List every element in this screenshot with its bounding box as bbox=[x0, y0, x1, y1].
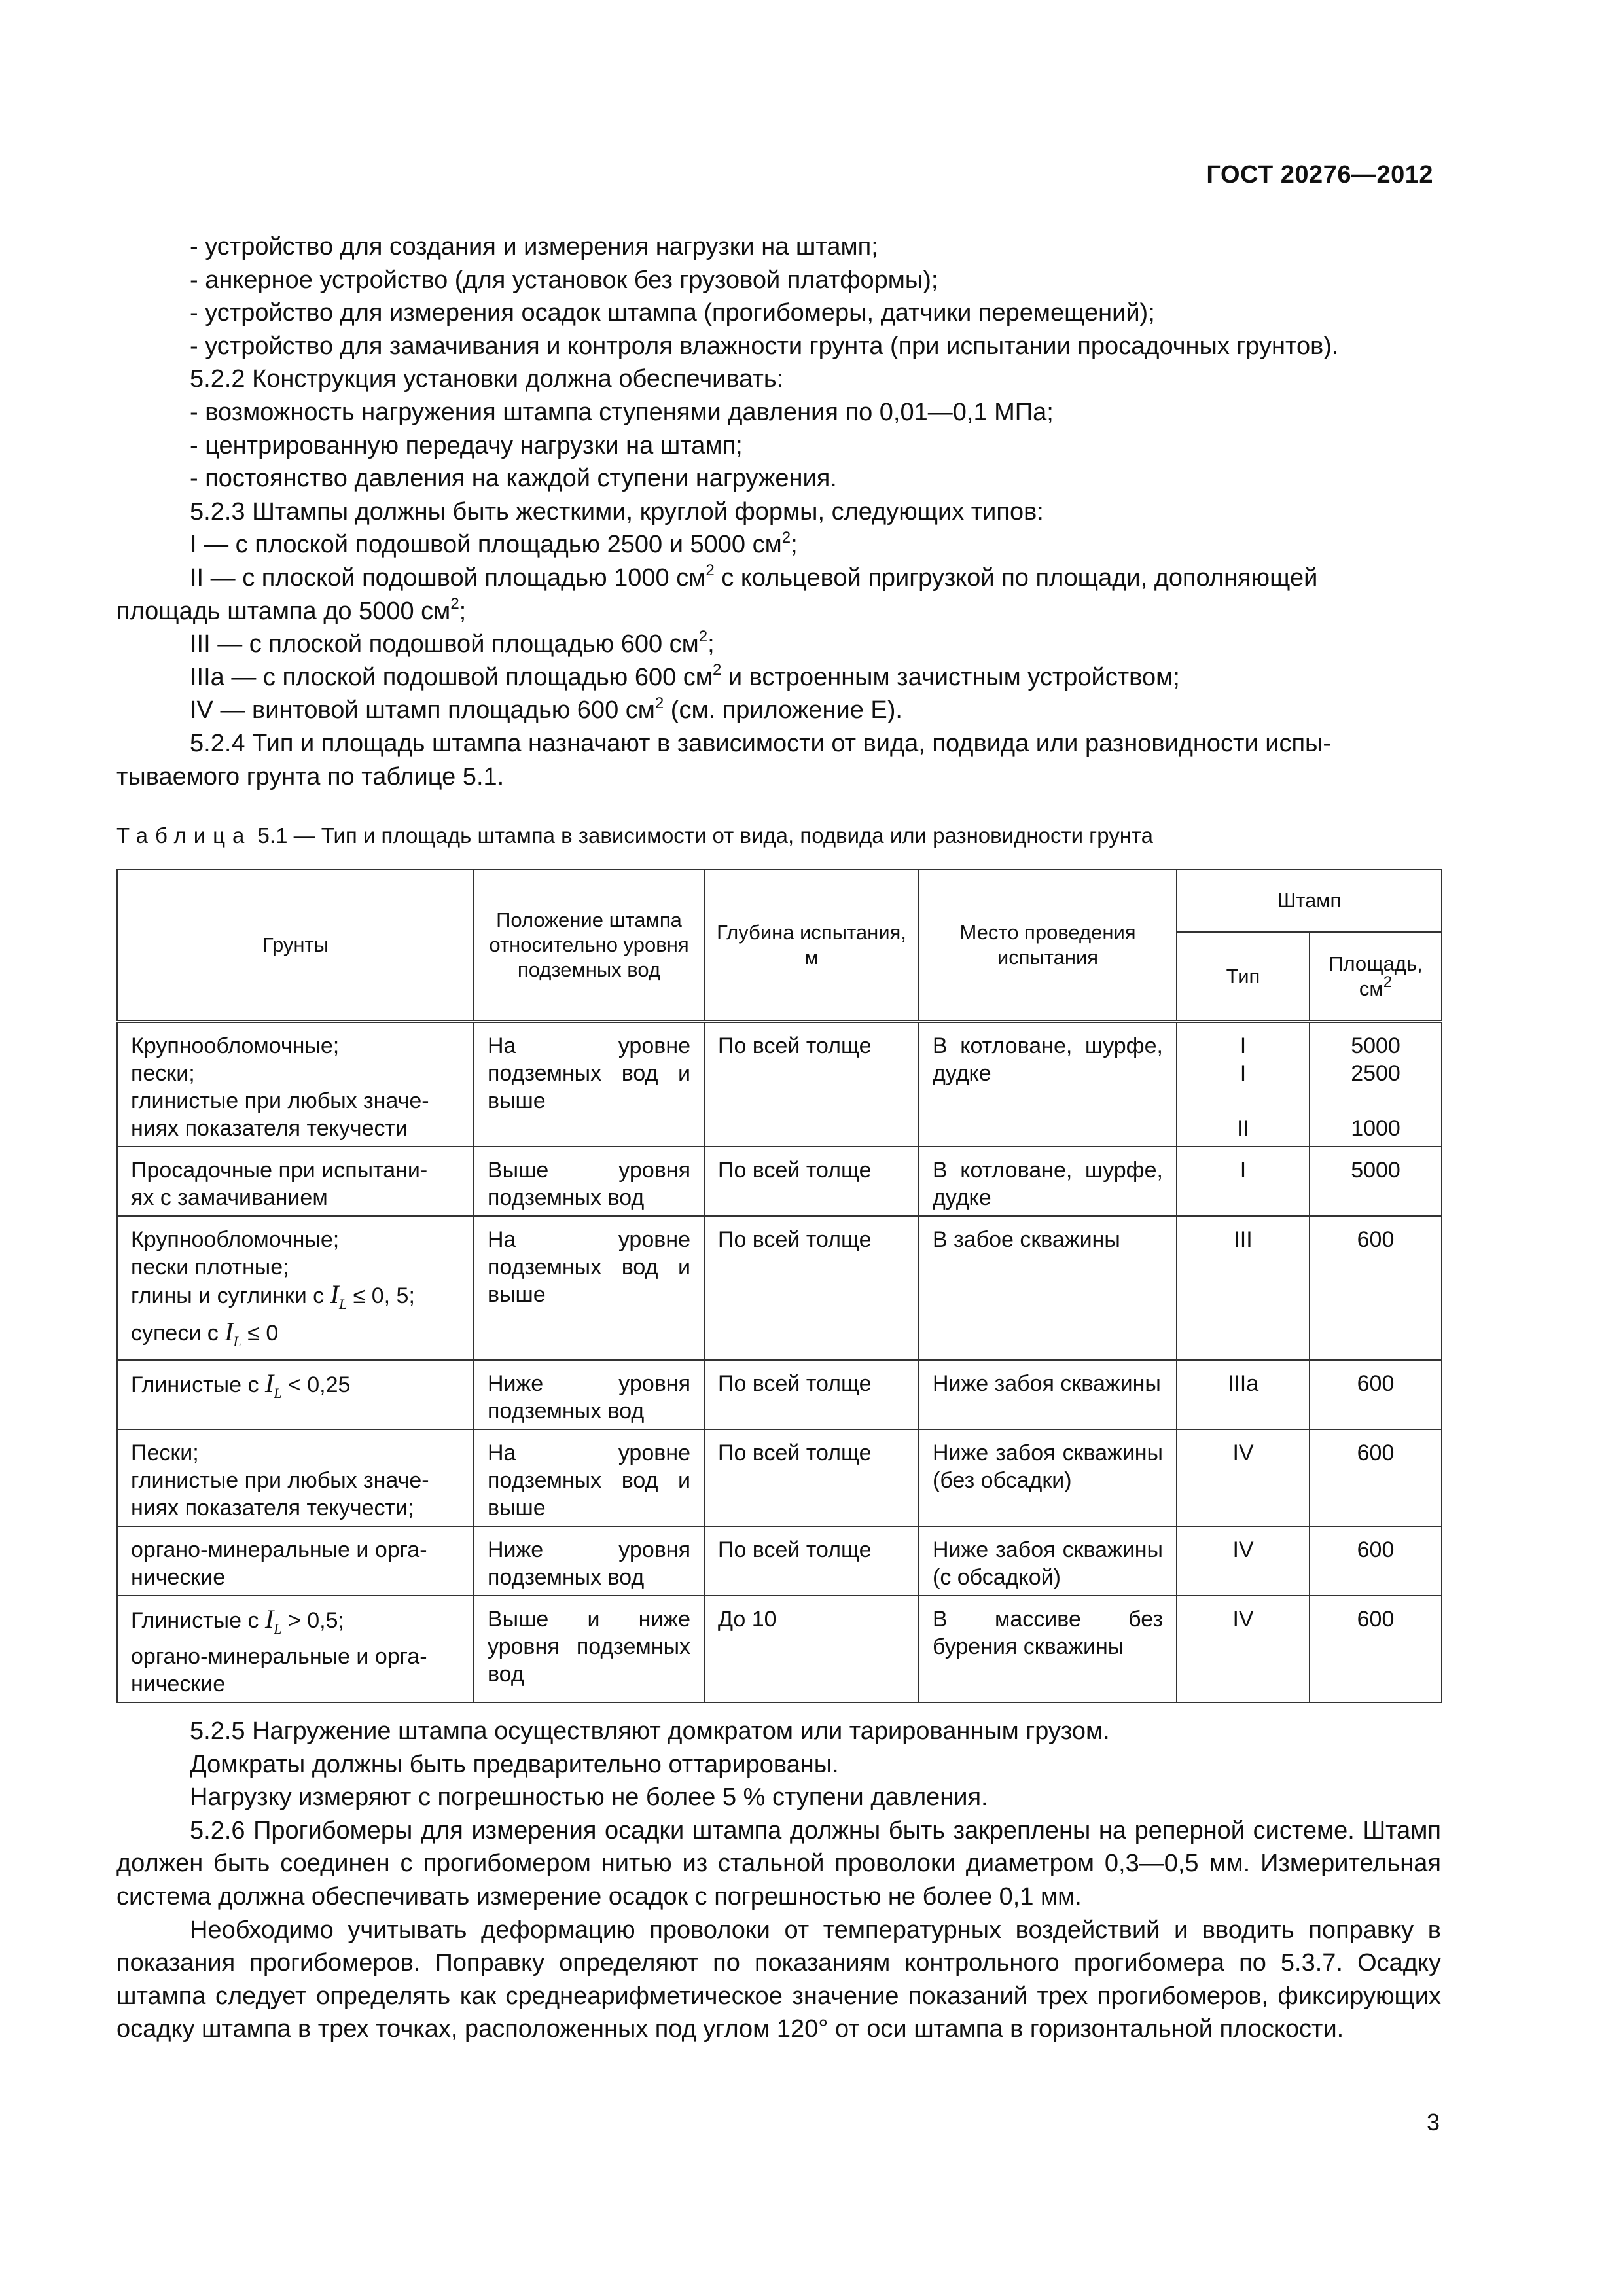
header-place: Место проведения испытания bbox=[919, 869, 1177, 1022]
table-row bbox=[117, 1216, 1442, 1360]
list-item: - центрированную передачу нагрузки на штамп; bbox=[190, 431, 743, 459]
area-cell: 600 bbox=[1310, 1526, 1442, 1596]
type-cell: IV bbox=[1177, 1526, 1310, 1596]
depth-cell: По всей толще bbox=[704, 1216, 919, 1360]
position-cell: Выше и ниже уровня подземных вод bbox=[474, 1596, 704, 1702]
place-cell: В массиве без бурения скважины bbox=[919, 1596, 1177, 1702]
clause-5-2-6: 5.2.6 Прогибомеры для измерения осадки штампа должны быть закреплены на реперной системе. Штамп должен быть соединен с прогибомером нитью из стальной проволоки диаметром 0,3—0,5 мм. Измерительная система должна обеспечивать измерение осадок с погрешностью не более 0,1 мм. bbox=[116, 1816, 1441, 1910]
soil-cell: Крупнообломочные; пески плотные; глины и суглинки с $I_L \le 0$, 5; супеси с $I_L \le 0$ bbox=[117, 1216, 474, 1360]
table-row bbox=[117, 1360, 1442, 1429]
area-cell: 600 bbox=[1310, 1360, 1442, 1429]
table-row bbox=[117, 1526, 1442, 1596]
clause-5-2-5: 5.2.5 Нагружение штампа осуществляют домкратом или тарированным грузом. bbox=[190, 1717, 1110, 1745]
soil-cell: Просадочные при испытани- ях с замачиванием bbox=[117, 1147, 474, 1216]
area-cell: 5000 bbox=[1310, 1147, 1442, 1216]
area-cell: 5000 2500 1000 bbox=[1310, 1022, 1442, 1147]
stamp-table bbox=[116, 869, 1442, 1703]
type-cell: IIIa bbox=[1177, 1360, 1310, 1429]
list-item: - возможность нагружения штампа ступенями давления по 0,01—0,1 МПа; bbox=[190, 398, 1054, 426]
header-position: Положение штампа относительно уровня подземных вод bbox=[474, 869, 704, 1022]
paragraph: Необходимо учитывать деформацию проволоки от температурных воздействий и вводить поправку в показания прогибомеров. Поправку определяют по показаниям контрольного прогибомера по 5.3.7. Осадку штампа следует определять как среднеарифметическое значение показаний трех прогибомеров, фиксирующих осадку штампа в трех точках, расположенных под углом 120° от оси штампа в горизонтальной плоскости. bbox=[116, 1916, 1441, 2043]
table-row bbox=[117, 1596, 1442, 1702]
paragraph: Домкраты должны быть предварительно оттарированы. bbox=[190, 1750, 839, 1778]
depth-cell: По всей толще bbox=[704, 1147, 919, 1216]
table-row bbox=[117, 1022, 1442, 1147]
list-item: - постоянство давления на каждой ступени нагружения. bbox=[190, 465, 837, 493]
stamp-type-3a: IIIa — с плоской подошвой площадью 600 $см^2$ и встроенным зачистным устройством; bbox=[190, 661, 1180, 691]
liquidity-index-symbol: $I_L$ bbox=[264, 1369, 282, 1401]
stamp-type-3: III — с плоской подошвой площадью 600 $см^2$; bbox=[190, 628, 715, 658]
clause-5-2-2: 5.2.2 Конструкция установки должна обеспечивать: bbox=[190, 365, 784, 393]
type-cell: IV bbox=[1177, 1429, 1310, 1526]
stamp-type-4: IV — винтовой штамп площадью 600 $см^2$ (см. приложение Е). bbox=[190, 694, 902, 725]
depth-cell: По всей толще bbox=[704, 1022, 919, 1147]
stamp-type-2: II — с плоской подошвой площадью 1000 $см^2$ с кольцевой пригрузкой по площади, дополняющей bbox=[190, 562, 1318, 592]
document-header: ГОСТ 20276—2012 bbox=[1206, 161, 1433, 188]
place-cell: Ниже забоя скважины (с обсадкой) bbox=[919, 1526, 1177, 1596]
clause-5-2-3: 5.2.3 Штампы должны быть жесткими, круглой формы, следующих типов: bbox=[190, 497, 1044, 526]
soil-cell: органо-минеральные и орга- нические bbox=[117, 1526, 474, 1596]
place-cell: Ниже забоя скважины (без обсадки) bbox=[919, 1429, 1177, 1526]
position-cell: На уровне подземных вод и выше bbox=[474, 1022, 704, 1147]
depth-cell: По всей толще bbox=[704, 1360, 919, 1429]
clause-5-2-4: 5.2.4 Тип и площадь штампа назначают в зависимости от вида, подвида или разновидности испы- bbox=[190, 729, 1331, 757]
depth-cell: До 10 bbox=[704, 1596, 919, 1702]
depth-cell: По всей толще bbox=[704, 1429, 919, 1526]
list-item: - устройство для измерения осадок штампа (прогибомеры, датчики перемещений); bbox=[190, 299, 1155, 327]
place-cell: В котловане, шурфе, дудке bbox=[919, 1022, 1177, 1147]
type-cell: I bbox=[1177, 1147, 1310, 1216]
position-cell: Ниже уровня подземных вод bbox=[474, 1360, 704, 1429]
depth-cell: По всей толще bbox=[704, 1526, 919, 1596]
type-cell: III bbox=[1177, 1216, 1310, 1360]
liquidity-index-symbol: $I_L$ bbox=[330, 1280, 348, 1312]
table-caption: Таблица 5.1 — Тип и площадь штампа в зависимости от вида, подвида или разновидности грунта bbox=[116, 823, 1154, 848]
soil-cell: Глинистые с $I_L < 0,25$ bbox=[117, 1360, 474, 1429]
position-cell: На уровне подземных вод и выше bbox=[474, 1429, 704, 1526]
intro-section bbox=[116, 230, 1441, 793]
clause-5-2-4-cont: тываемого грунта по таблице 5.1. bbox=[116, 762, 505, 791]
position-cell: Ниже уровня подземных вод bbox=[474, 1526, 704, 1596]
stamp-type-1: I — с плоской подошвой площадью 2500 и 5000 $см^2$; bbox=[190, 528, 798, 559]
soil-cell: Пески; глинистые при любых значе- ниях показателя текучести; bbox=[117, 1429, 474, 1526]
place-cell: В забое скважины bbox=[919, 1216, 1177, 1360]
clauses-after-table bbox=[116, 1715, 1441, 2046]
type-cell: I I II bbox=[1177, 1022, 1310, 1147]
header-type: Тип bbox=[1177, 932, 1310, 1022]
soil-cell: Крупнообломочные; пески; глинистые при любых значе- ниях показателя текучести bbox=[117, 1022, 474, 1147]
header-depth: Глубина испытания, м bbox=[704, 869, 919, 1022]
position-cell: Выше уровня подземных вод bbox=[474, 1147, 704, 1216]
paragraph: Нагрузку измеряют с погрешностью не более 5 % ступени давления. bbox=[190, 1784, 988, 1812]
position-cell: На уровне подземных вод и выше bbox=[474, 1216, 704, 1360]
header-area: Площадь, $см^2$ bbox=[1310, 932, 1442, 1022]
area-cell: 600 bbox=[1310, 1429, 1442, 1526]
header-soils: Грунты bbox=[117, 869, 474, 1022]
list-item: - анкерное устройство (для установок без грузовой платформы); bbox=[190, 266, 938, 294]
soil-cell: Глинистые с $I_L > 0,5$; органо-минеральные и орга- нические bbox=[117, 1596, 474, 1702]
table-row bbox=[117, 1147, 1442, 1216]
page-number: 3 bbox=[1426, 2109, 1440, 2136]
header-stamp: Штамп bbox=[1177, 869, 1442, 932]
area-cell: 600 bbox=[1310, 1596, 1442, 1702]
area-cell: 600 bbox=[1310, 1216, 1442, 1360]
list-item: - устройство для создания и измерения нагрузки на штамп; bbox=[190, 233, 878, 260]
liquidity-index-symbol: $I_L$ bbox=[264, 1604, 282, 1637]
list-item: - устройство для замачивания и контроля влажности грунта (при испытании просадочных грунтов). bbox=[190, 332, 1339, 360]
type-cell: IV bbox=[1177, 1596, 1310, 1702]
place-cell: В котловане, шурфе, дудке bbox=[919, 1147, 1177, 1216]
liquidity-index-symbol: $I_L$ bbox=[224, 1317, 241, 1350]
place-cell: Ниже забоя скважины bbox=[919, 1360, 1177, 1429]
table-row bbox=[117, 1429, 1442, 1526]
stamp-type-2-cont: площадь штампа до 5000 $см^2$; bbox=[116, 594, 467, 625]
